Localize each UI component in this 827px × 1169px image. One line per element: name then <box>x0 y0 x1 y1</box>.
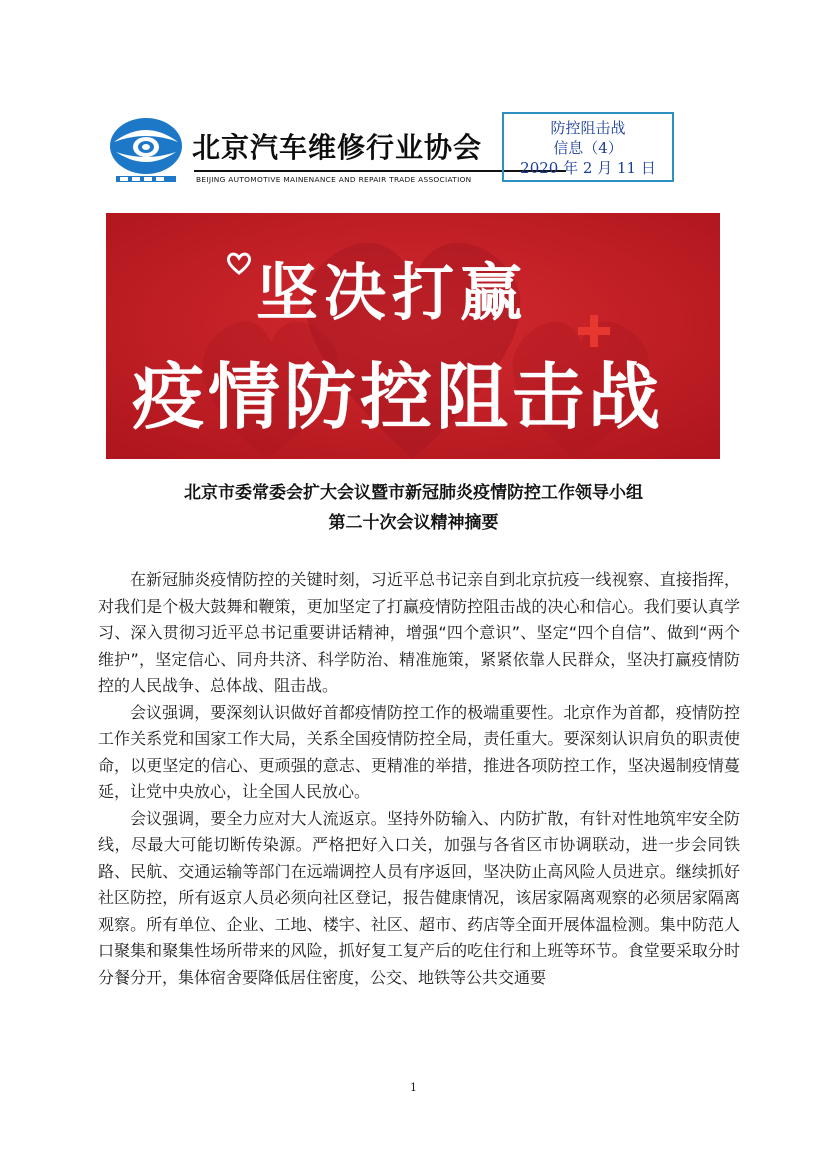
bulletin-date: 2020 年 2 月 11 日 <box>520 159 656 177</box>
bulletin-info-box <box>502 112 674 182</box>
page-number: 1 <box>410 1081 417 1094</box>
campaign-banner <box>106 213 720 459</box>
article-title-line-1: 北京市委常委会扩大会议暨市新冠肺炎疫情防控工作领导小组 <box>184 483 643 503</box>
paragraph: 会议强调，要全力应对大人流返京。坚持外防输入、内防扩散，有针对性地筑牢安全防线，尽最大可能切断传染源。严格把好入口关，加强与各省区市协调联动，进一步会同铁路、民航、交通运输等部门在远端调控人员有序返回，坚决防止高风险人员进京。继续抓好社区防控，所有返京人员必须向社区登记，报告健康情况，该居家隔离观察的必须居家隔离观察。所有单位、企业、工地、楼宇、社区、超市、药店等全面开展体温检测。集中防范人口聚集和聚集性场所带来的风险，抓好复工复产后的吃住行和上班等环节。食堂要采取分时分餐分开，集体宿舍要降低居住密度，公交、地铁等公共交通要 <box>98 808 740 987</box>
banner-headline-1: 坚决打赢 <box>256 256 529 329</box>
organization-name: 北京汽车维修行业协会 <box>192 131 483 164</box>
article-body <box>98 567 740 991</box>
article-title-line-2: 第二十次会议精神摘要 <box>328 513 499 533</box>
bulletin-issue: 信息（4） <box>553 139 623 157</box>
organization-name-english: BEIJING AUTOMOTIVE MAINENANCE AND REPAIR TRADE ASSOCIATION <box>196 175 472 184</box>
paragraph: 会议强调，要深刻认识做好首都疫情防控工作的极端重要性。北京作为首都，疫情防控工作关系党和国家工作大局，关系全国疫情防控全局，责任重大。要深刻认识肩负的职责使命，以更坚定的信心、更顽强的意志、更精准的举措，推进各项防控工作，坚决遏制疫情蔓延，让党中央放心，让全国人民放心。 <box>98 702 740 801</box>
banner-headline-2: 疫情防控阻击战 <box>132 355 665 439</box>
association-logo-icon <box>106 112 186 186</box>
heart-outline-icon <box>224 249 254 277</box>
bulletin-series: 防控阻击战 <box>550 119 626 137</box>
paragraph: 在新冠肺炎疫情防控的关键时刻，习近平总书记亲自到北京抗疫一线视察、直接指挥，对我们是个极大鼓舞和鞭策，更加坚定了打赢疫情防控阻击战的决心和信心。我们要认真学习、深入贯彻习近平总书记重要讲话精神，增强“四个意识”、坚定“四个自信”、做到“两个维护”，坚定信心、同舟共济、科学防治、精准施策，紧紧依靠人民群众，坚决打赢疫情防控的人民战争、总体战、阻击战。 <box>98 570 740 695</box>
